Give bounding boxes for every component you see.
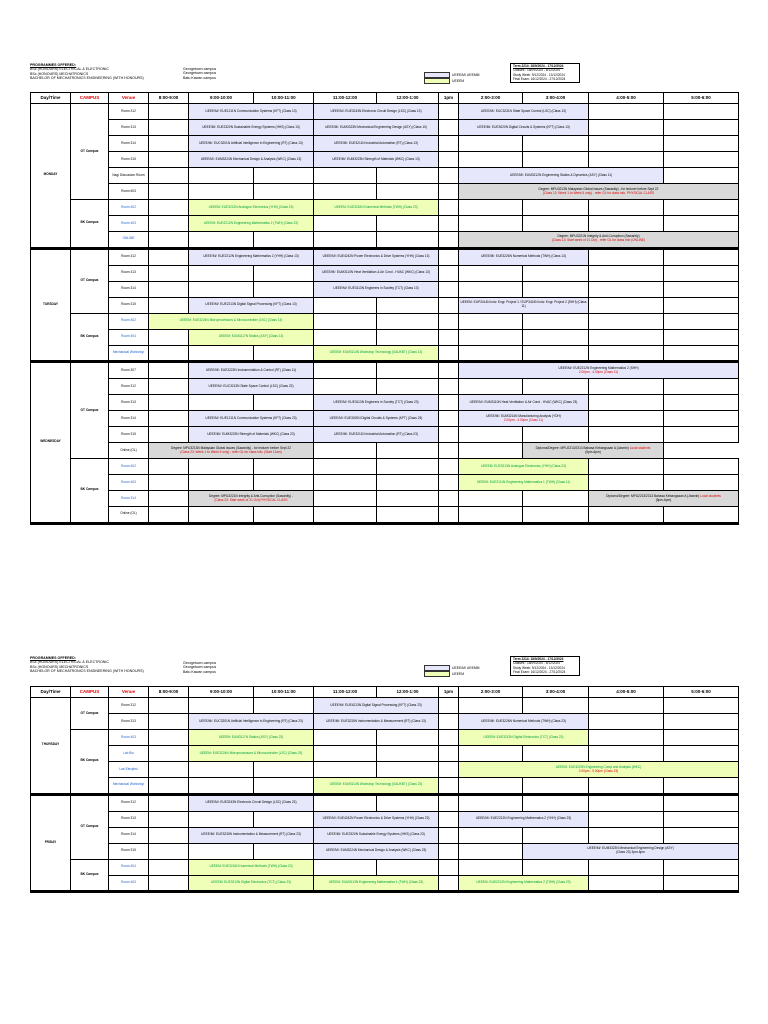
- col-time: 3:00-4:00: [523, 687, 589, 698]
- legend-label: UEEE/M/ UEEMM: [452, 73, 480, 77]
- room: Room 403: [109, 216, 149, 232]
- campus-gt: GT Campus: [71, 363, 109, 459]
- campus-bk: BK Campus: [71, 200, 109, 248]
- room: Room 404: [109, 329, 149, 345]
- class-cell: UEEE/M/: EUC3201N Artificial Intelligence in Engineering (RT) (Class 13): [189, 136, 314, 152]
- col-daytime: Day/Time: [31, 687, 71, 698]
- class-note: Local students: [629, 445, 651, 450]
- campus-bk: BK Campus: [71, 313, 109, 361]
- room: Room 402: [109, 200, 149, 216]
- room: Room 313: [109, 714, 149, 730]
- room: Room 315: [109, 427, 149, 443]
- room: Mechanical Workshop: [109, 345, 149, 361]
- campus-bk: BK Campus: [71, 459, 109, 523]
- col-time: 8:00-9:00: [149, 93, 189, 104]
- room: Room 315: [109, 152, 149, 168]
- class-cell: UEEE/M/: EUC3231N State Space Control (LSC) (Class 13): [459, 104, 589, 120]
- class-cell: [459, 363, 739, 379]
- term-info: [510, 63, 580, 83]
- class-cell: UEEE/M/: EUE3226N Numerical Methods (TWH) (Class 23): [459, 714, 589, 730]
- class-cell: UEEE/M/: EUE3020N Digital Circuits & Systems (KFT) (Class 13): [459, 120, 589, 136]
- class-cell: UEEEM: EUM3117N Statics (ASY) (Class 23): [189, 730, 314, 746]
- class-cell: UEEE/M/: EUE3243N Electronic Circuit Design (LSC) (Class 13): [314, 104, 439, 120]
- class-cell: [459, 762, 739, 778]
- class-cell: UEEE/M/: EUE2212N Engineering Mathematics 2 (YHH) (Class 13): [189, 249, 314, 265]
- class-text: Diploma/Degree: MPU2213/2313 Bahasa Kebangsaan A (Jasmin): [535, 445, 629, 450]
- campus-gt: GT Campus: [71, 795, 109, 859]
- class-cell: UEEEM: EUE2212N Engineering Mathematics 2 (TWH) (Class 23): [459, 875, 589, 891]
- day-tuesday: TUESDAY: [31, 249, 71, 361]
- room: Room 312: [109, 698, 149, 714]
- col-time: 10:00-11:00: [254, 93, 314, 104]
- room: Lab Bio: [109, 746, 149, 762]
- legend-swatch: [424, 78, 450, 84]
- col-time: 2:00-3:00: [459, 687, 523, 698]
- legend-label: UEEE/M/ UEEMM: [452, 666, 480, 670]
- day-wednesday: WEDNESDAY: [31, 363, 71, 523]
- room: Room 403: [109, 730, 149, 746]
- col-time: 12:00-1:00: [377, 93, 439, 104]
- col-daytime: Day/Time: [31, 93, 71, 104]
- day-monday: MONDAY: [31, 104, 71, 248]
- class-cell: UEEE/M/: EUM3223N Strength of Materials (WKC) (Class 13): [314, 152, 439, 168]
- class-cell: UEEE/M/: EUE3211N Industrial Automation (RT) (Class 13): [314, 136, 439, 152]
- class-note: (Class 23: Week 1 to Week 5 only) - refer OL for class info. (Start 11am): [180, 449, 282, 454]
- class-note: Local students: [700, 493, 721, 498]
- programme-line: BACHELOR OF MECHATRONICS ENGINEERING (WITH HONOURS): [30, 669, 144, 674]
- programme-line: BSc (HONOURS) ELECTRICAL & ELECTRONIC: [30, 660, 109, 665]
- term-line: Classes : 18/09/2024 - 6/12/2024: [513, 68, 560, 73]
- campus-line: Georgetown campus: [183, 661, 217, 665]
- legend: [424, 665, 504, 677]
- col-campus: CAMPUS: [71, 93, 109, 104]
- term-line: Study Week: 9/12/2024 - 13/12/2024: [513, 665, 565, 670]
- class-cell: UEEEM: EUE2111N Engineering Mathematics 1 (TWH) (Class 11): [459, 475, 589, 491]
- campus-gt: GT Campus: [71, 698, 109, 730]
- room: ONLINE: [109, 232, 149, 248]
- room: Room 403: [109, 875, 149, 891]
- col-time: 4:00-5:00: [589, 93, 664, 104]
- col-time: 11:00-12:00: [314, 687, 377, 698]
- room: Room 315: [109, 297, 149, 313]
- room: Room 307: [109, 363, 149, 379]
- legend-label: UEEEM: [452, 79, 465, 83]
- class-text: UEEE/M/: EUM3323N Mechanical Engineering Design (ASY): [587, 846, 674, 851]
- term-line: Study Week: 9/12/2024 - 13/12/2024: [513, 72, 565, 77]
- class-cell: UEEE/M/: EUC3201N Artificial Intelligence in Engineering (RT) (Class 23): [189, 714, 314, 730]
- class-cell: UEEEM: EUE3213N Digital Electronics (TCT) (Class 23): [189, 875, 314, 891]
- class-cell: UEEEM: EUP3414N Indv. Engr. Project 1 / EUP3424N Indv. Engr. Project 2 (SHH) (Class 11): [459, 297, 589, 313]
- class-cell: [459, 232, 739, 248]
- room: Room 404: [109, 859, 149, 875]
- col-venue: Venue: [109, 93, 149, 104]
- class-time: (5pm-6pm): [585, 449, 601, 454]
- col-time: 5:00-6:00: [664, 93, 739, 104]
- class-cell: [459, 411, 589, 427]
- programmes-block: [30, 63, 144, 81]
- room: Room 312: [109, 249, 149, 265]
- col-time: 5:00-6:00: [664, 687, 739, 698]
- room: Room 315: [109, 843, 149, 859]
- timetable-page-2: [30, 686, 739, 893]
- campus-bk: BK Campus: [71, 859, 109, 891]
- class-cell: UEEEM: EUE3213N Digital Electronics (TCT) (Class 23): [459, 730, 589, 746]
- class-cell: UEEE/M/: EUE1211N Communication Systems (KFT) (Class 13): [189, 104, 314, 120]
- class-cell: UEEEM: EUE2212N Engineering Mathematics 2 (TWH) (Class 23): [189, 216, 314, 232]
- term-title: Term 2214: 18/9/2024 - 17/12/2024: [513, 64, 564, 68]
- programme-line: BSc (HONOURS) ELECTRICAL & ELECTRONIC: [30, 67, 109, 72]
- col-time: 1pm: [439, 93, 459, 104]
- class-text: UEEE/M/: EUE2212N Engineering Mathematics 2 (SHH): [558, 365, 639, 370]
- class-cell: UEEE/M/: EUE2320N Sustainable Energy Systems (HHS) (Class 23): [314, 827, 439, 843]
- class-cell: UEEE/M/: EUE2212N Engineering Mathematics 2 (YHH) (Class 23): [459, 811, 589, 827]
- programme-line: BACHELOR OF MECHATRONICS ENGINEERING (WITH HONOURS): [30, 76, 144, 81]
- class-cell: UEEE/M/: EUM3110N Heat Ventilation & Air Cond - HVAC (WKC) (Class 13): [314, 265, 439, 281]
- class-cell: [589, 491, 739, 507]
- class-cell: UEEEM: EUE3216N Numerical Methods (TWH) (Class 23): [189, 859, 314, 875]
- col-venue: Venue: [109, 687, 149, 698]
- campus-gt: GT Campus: [71, 104, 109, 200]
- room: Room 313: [109, 395, 149, 411]
- class-cell: [459, 184, 739, 200]
- campus-line: Georgetown campus: [183, 67, 217, 71]
- room: Online (OL): [109, 507, 149, 523]
- class-cell: UEEE/M/: EUE3020N Digital Circuits & Systems (KFT) (Class 23): [314, 411, 439, 427]
- class-cell: UEEEM: EUM3117N Statics (ASY) (Class 13): [189, 329, 314, 345]
- class-cell: UEEE/M/: EUM3223N Strength of Materials (WKC) (Class 23): [189, 427, 314, 443]
- class-cell: UEEE/M/: EUE3230N Instrumentation & Measurement (RT) (Class 23): [189, 827, 314, 843]
- campus-block: [183, 661, 216, 674]
- legend-label: UEEEM: [452, 672, 465, 676]
- class-cell: UEEE/M/: EUM3224N Mechanical Design & Analysis (WKC) (Class 13): [189, 152, 314, 168]
- room: Room 312: [109, 379, 149, 395]
- legend: [424, 72, 504, 84]
- campus-block: [183, 67, 216, 80]
- room: Online (OL): [109, 443, 149, 459]
- class-text: UEEE/M/: EUM3214N Manufacturing Analysis (YDH): [486, 413, 561, 418]
- col-campus: CAMPUS: [71, 687, 109, 698]
- col-time: 1pm: [439, 687, 459, 698]
- programme-line: BSc (HONOURS) MECHATRONICS: [30, 664, 89, 669]
- class-note: (Class 23) 3pm-6pm: [616, 850, 645, 854]
- term-title: Term 2214: 18/9/2024 - 17/12/2024: [513, 657, 564, 661]
- class-cell: UEEE/M/: EUC3213N State Space Control (LSC) (Class 23): [189, 379, 314, 395]
- class-cell: UEEE/M/: EUE3243N Electronic Circuit Design (LSC) (Class 23): [189, 795, 314, 811]
- room: Room 402: [109, 313, 149, 329]
- col-time: 8:00-9:00: [149, 687, 189, 698]
- class-text: UEEEM: EUE3223N Engineering Comp and Analysis (WKC): [555, 764, 642, 769]
- class-cell: UEEE/M/: EUM3110N Heat Ventilation & Air Cond - HVAC (WKC) (Class 23): [459, 395, 589, 411]
- term-line: Classes : 18/09/2024 - 6/12/2024: [513, 661, 560, 666]
- room: Mechanical Workshop: [109, 778, 149, 794]
- room: Room 312: [109, 104, 149, 120]
- campus-line: Georgetown campus: [183, 71, 217, 76]
- col-time: 11:00-12:00: [314, 93, 377, 104]
- class-note: 2.00pm - 4.00pm (Class 11): [578, 369, 619, 374]
- class-cell: [149, 443, 314, 459]
- class-cell: UEEE/M/: EUE2320N Sustainable Energy Systems (HHS) (Class 13): [189, 120, 314, 136]
- class-cell: [189, 491, 314, 507]
- room: Room 314: [109, 827, 149, 843]
- class-cell: UEEEM: EUM3114N Workshop Technology (SAUKBT) (Class 13): [314, 345, 439, 361]
- class-cell: UEEE/M/: EUE3230N Instrumentation & Measurement (RT) (Class 13): [314, 714, 439, 730]
- room: Room 314: [109, 491, 149, 507]
- col-time: 2:00-3:00: [459, 93, 523, 104]
- day-thursday: THURSDAY: [31, 698, 71, 794]
- class-cell: UEEE/M/: EUE3113N Engineers in Society (TCT) (Class 13): [314, 281, 439, 297]
- term-line: Final Exam: 16/12/2024 - 27/12/2024: [513, 670, 566, 675]
- class-cell: UEEEM: EUE3224N Microprocessors & Microcontroller (LSC) (Class 23): [189, 746, 314, 762]
- room: Room 402: [109, 459, 149, 475]
- class-cell: UEEE/M/: EUM3212N Engineering Statics & Dynamics (ASY) (Class 11): [459, 168, 664, 184]
- class-note: (Class 13: Start week of 21 Oct) - refer OL for class info (ONLINE): [551, 238, 646, 243]
- room: Room 403: [109, 475, 149, 491]
- room: Room 314: [109, 136, 149, 152]
- class-cell: UEEE/M/: EUM3323N Mechanical Engineering Design (ASY) (Class 10): [314, 120, 439, 136]
- col-time: 9:00-10:00: [189, 93, 254, 104]
- class-cell: UEEEM: EUE3224N Microprocessors & Microcontroller (LSC) (Class 13): [149, 313, 314, 329]
- class-cell: UEEE/M/: EUE4213N Digital Signal Processing (KFT) (Class 23): [314, 698, 439, 714]
- programme-line: BSc (HONOURS) MECHATRONICS: [30, 71, 89, 76]
- campus-gt: GT Campus: [71, 249, 109, 313]
- col-time: 10:00-11:00: [254, 687, 314, 698]
- col-time: 4:00-5:00: [589, 687, 664, 698]
- campus-line: Batu Kawan campus: [183, 669, 216, 674]
- campus-line: Georgetown campus: [183, 665, 217, 670]
- class-note: (Class 23: Start week of 21 Oct) PHYSICAL CLASS: [214, 497, 288, 502]
- class-cell: UEEEM: EUE3213N Analogue Electronics (YHH) (Class 23): [189, 200, 314, 216]
- programmes-title: PROGRAMMES OFFERED:: [30, 656, 76, 660]
- room: Room 314: [109, 281, 149, 297]
- class-cell: UEEE/M/: EUE3226N Numerical Methods (TWH) (Class 13): [459, 249, 589, 265]
- class-text: Degree: MPU3213N Malaysian Global Issues (Sawantly) - for lecturer before Sept 22: [538, 186, 659, 191]
- day-friday: FRIDAY: [31, 795, 71, 891]
- term-info: [510, 656, 580, 676]
- room: Room 603: [109, 184, 149, 200]
- class-cell: UEEEM: EUE3216N Numerical Methods (TWH) (Class 23): [314, 200, 439, 216]
- campus-line: Batu Kawan campus: [183, 75, 216, 80]
- col-time: 3:00-4:00: [523, 93, 589, 104]
- class-text: Degree: MPU3221N Integrity & Anti-Corruption (Sawantly) -: [209, 493, 293, 498]
- col-time: 12:00-1:00: [377, 687, 439, 698]
- class-cell: UEEE/M/: EUE3211N Industrial Automation (RT) (Class 23): [314, 427, 439, 443]
- class-cell: UEEE/M/: EUE3222N Instrumentation & Control (RT) (Class 11): [189, 363, 314, 379]
- class-cell: [523, 843, 739, 859]
- col-time: 9:00-10:00: [189, 687, 254, 698]
- room: Room 313: [109, 811, 149, 827]
- room: Room 313: [109, 265, 149, 281]
- room: Room 313: [109, 120, 149, 136]
- class-time: (5pm-6pm): [655, 497, 672, 502]
- class-cell: UEEEM: EUE3213N Analogue Electronics (YHH) (Class 23): [459, 459, 589, 475]
- room: Room 314: [109, 411, 149, 427]
- timetable-page-1: [30, 92, 739, 525]
- term-line: Final Exam: 16/12/2024 - 27/12/2024: [513, 77, 566, 82]
- room: Lab Elecphsi: [109, 762, 149, 778]
- class-cell: UEEE/M/: EUE4242N Power Electronics & Drive Systems (YHH) (Class 13): [314, 249, 439, 265]
- campus-bk: BK Campus: [71, 730, 109, 794]
- class-note: 2.00pm - 5.00pm (Class 23): [578, 768, 619, 773]
- class-text: Degree: MPU3221N Integrity & Anti-Corruption (Sawantly): [557, 234, 640, 239]
- class-text: Degree: MPU3213N Malaysian Global Issues (Sawantly) - for lecturer before Sept 22: [171, 445, 291, 450]
- class-text: Diploma/Degree: MPU2213/2313 Bahasa Kebangsaan A (Jasmin): [606, 493, 700, 498]
- room: Nagi Discussion Room: [109, 168, 149, 184]
- programmes-block: [30, 656, 144, 674]
- class-cell: [523, 443, 664, 459]
- room: Room 312: [109, 795, 149, 811]
- class-cell: UEEE/M/: EUE3113N Engineers in Society (TCT) (Class 23): [314, 395, 439, 411]
- class-cell: UEEEM: EUM3113N Engineering Mathematics 1 (TWH) (Class 23): [314, 875, 439, 891]
- class-cell: UEEE/M/: EUE2213N Digital Signal Processing (KFT) (Class 13): [189, 297, 314, 313]
- programmes-title: PROGRAMMES OFFERED:: [30, 63, 76, 67]
- class-cell: UEEEM: EUM3114N Workshop Technology (SAUKBT) (Class 23): [314, 778, 439, 794]
- class-cell: UEEE/M/: EUM3224N Mechanical Design & Analysis (WKC) (Class 23): [314, 843, 439, 859]
- class-note: 2.00pm - 4.00pm (Class 11): [503, 417, 544, 422]
- legend-swatch: [424, 671, 450, 677]
- class-cell: UEEE/M/: EUE1211N Communication Systems (KFT) (Class 23): [189, 411, 314, 427]
- class-note: (Class 12: Week 1 to Week 5 only) - refer OL for class info. PHYSICAL CLASS: [543, 190, 654, 195]
- class-cell: UEEE/M/: EUE4242N Power Electronics & Drive Systems (YHH) (Class 23): [314, 811, 439, 827]
